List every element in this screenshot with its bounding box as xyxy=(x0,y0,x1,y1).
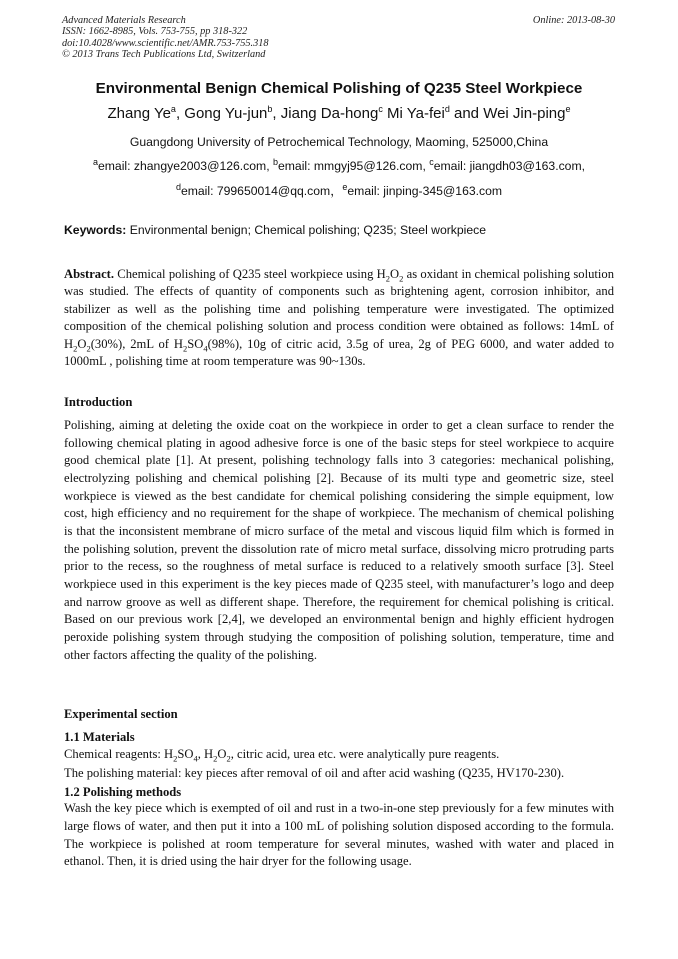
email-superscript: d xyxy=(175,181,181,192)
abstract xyxy=(64,266,614,370)
reagents-text: O xyxy=(217,747,227,761)
introduction-body xyxy=(64,417,614,664)
introduction-heading: Introduction xyxy=(64,395,133,409)
email-superscript: b xyxy=(272,156,278,167)
subscript: 4 xyxy=(193,753,198,764)
email-line-1 xyxy=(0,158,678,174)
subscript: 2 xyxy=(183,343,188,354)
abstract-text: SO xyxy=(187,336,204,351)
email-a: email: zhangye2003@126.com, xyxy=(98,159,273,173)
subscript: 2 xyxy=(73,343,78,354)
author-name: Wei Jin-ping xyxy=(483,105,566,122)
materials-heading: 1.1 Materials xyxy=(64,730,135,744)
author-superscript: d xyxy=(444,104,450,114)
author-superscript: a xyxy=(170,104,176,114)
author-name: Gong Yu-jun xyxy=(184,105,268,122)
journal-header xyxy=(62,15,269,61)
abstract-label: Abstract. xyxy=(64,267,115,281)
email-c: email: jiangdh03@163.com, xyxy=(433,159,585,173)
email-superscript: c xyxy=(429,156,434,167)
subscript: 2 xyxy=(213,753,218,764)
abstract-text: (30%), 2mL of H xyxy=(90,336,184,351)
abstract-text: O xyxy=(390,267,400,281)
abstract-paragraph xyxy=(64,266,614,370)
online-date: Online: 2013-08-30 xyxy=(532,15,615,26)
abstract-text: O xyxy=(77,336,87,351)
paper-title: Environmental Benign Chemical Polishing of Q235 Steel Workpiece xyxy=(95,80,583,97)
polishing-material-line: The polishing material: key pieces after removal of oil and after acid washing (Q235, HV170-230). xyxy=(64,766,565,780)
subscript: 2 xyxy=(226,753,231,764)
author-separator: , xyxy=(175,105,185,122)
abstract-text: Chemical polishing of Q235 steel workpiece using H xyxy=(114,267,386,281)
author-name: Jiang Da-hong xyxy=(280,105,379,122)
polishing-methods-heading: 1.2 Polishing methods xyxy=(64,785,182,799)
author-superscript: b xyxy=(267,104,273,114)
affiliation: Guangdong University of Petrochemical Technology, Maoming, 525000,China xyxy=(129,135,549,149)
experimental-heading: Experimental section xyxy=(64,707,178,721)
author-name: Zhang Ye xyxy=(107,105,171,122)
email-e: email: jinping-345@163.com xyxy=(347,184,503,198)
email-d: email: 799650014@qq.com， xyxy=(180,184,343,198)
subscript: 2 xyxy=(385,273,390,284)
reagents-line xyxy=(64,746,614,763)
reagents-text: , H xyxy=(197,747,214,761)
author-separator: and xyxy=(449,105,484,122)
subscript: 4 xyxy=(203,343,208,354)
keywords-label: Keywords: xyxy=(64,223,127,237)
author-superscript: c xyxy=(378,104,383,114)
keywords xyxy=(64,222,486,238)
subscript: 2 xyxy=(399,273,404,284)
polishing-methods-body xyxy=(64,800,614,871)
subscript: 2 xyxy=(173,753,178,764)
issn-line: ISSN: 1662-8985, Vols. 753-755, pp 318-322 xyxy=(62,26,248,38)
email-line-2 xyxy=(0,183,678,199)
author-separator: , xyxy=(272,105,281,122)
reagents-text: SO xyxy=(177,747,194,761)
keywords-text: Environmental benign; Chemical polishing; Q235; Steel workpiece xyxy=(126,223,487,237)
polishing-methods-paragraph: Wash the key piece which is exempted of oil and rust in a two-in-one step previously for a few minutes with large flows of water, and then put it into a 100 mL of polishing solution disposed according to the formula. The workpiece is polished at room temperature for several minutes, washed with water and placed in ethanol. Then, it is dried using the hair dryer for the following usage. xyxy=(64,801,614,869)
subscript: 2 xyxy=(86,343,91,354)
journal-name: Advanced Materials Research xyxy=(62,15,186,26)
reagents-text: Chemical reagents: H xyxy=(64,747,174,761)
email-superscript: e xyxy=(342,181,348,192)
doi-line: doi:10.4028/www.scientific.net/AMR.753-755.318 xyxy=(62,37,269,49)
email-superscript: a xyxy=(92,156,98,167)
introduction-paragraph: Polishing, aiming at deleting the oxide coat on the workpiece in order to get a clean surface to render the following chemical plating in agood adhesive force is one of the basic steps for steel workpiece to acquire good chemical plate [1]. At present, polishing technology falls into 3 categories: mechanical polishing, electrolyzing polishing and chemical polishing [2]. Because of its multi type and geometric size, steel workpiece is viewed as the best candidate for chemical polishing considering the simple equipment, low cost, high efficiency and no requirement for the shape of workpiece. The mechanism of chemical polishing is that the inconsistent membrane of micro surface of the metal and viscous liquid film which is formed in the polishing solution, prevent the dissolution rate of micro metal surface, dissolving micro protruding parts prior to the recess, so the roughness of metal surface is reduced to a relatively smooth surface [3]. Steel workpiece used in this experiment is the key pieces made of Q235 steel, with manufacturer’s logo and deep and narrow groove as well as different shape. Therefore, the requirement for chemical polishing is critical. Based on our previous work [2,4], we developed an environmental benign and highly efficient hydrogen peroxide polishing system through studying the composition of polishing solution, temperature, time and other factors affecting the quality of the polishing. xyxy=(64,418,614,662)
author-superscript: e xyxy=(565,104,571,114)
abstract-text: (98%), 10g of citric acid, 3.5g of urea, 2g of PEG 6000, and water added to 1000mL , polishing time at room temperature was 90~130s. xyxy=(64,336,614,369)
author-name: Mi Ya-fei xyxy=(387,105,445,122)
email-b: email: mmgyj95@126.com, xyxy=(278,159,430,173)
abstract-text: as oxidant in chemical polishing solution was studied. The effects of quantity of components such as brightening agent, corrosion inhibitor, and stabilizer as well as the polishing time and polishing temperature were investigated. The optimized composition of the chemical polishing solution and process condition were obtained as follows: 14mL of H xyxy=(64,267,614,351)
author-list xyxy=(0,104,678,124)
copyright-line: © 2013 Trans Tech Publications Ltd, Switzerland xyxy=(62,49,266,61)
reagents-text: , citric acid, urea etc. were analytically pure reagents. xyxy=(230,747,500,761)
